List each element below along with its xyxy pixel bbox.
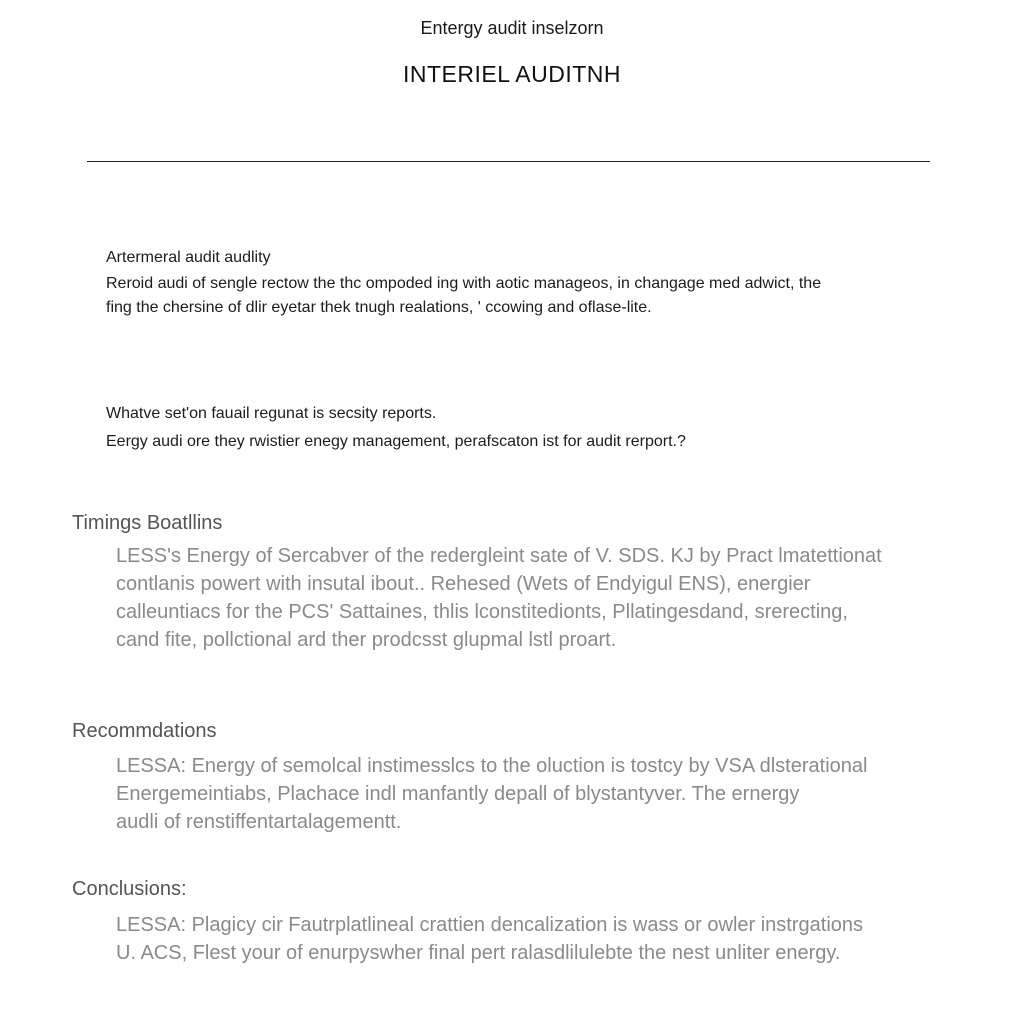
title-divider [87,161,930,162]
section-heading-conclusions: Conclusions: [72,878,187,900]
section-line: cand fite, pollctional ard ther prodcsst glupmal lstl proart. [116,629,617,651]
section-line: audli of renstiffentartalagementt. [116,811,402,833]
intro-line: fing the chersine of dlir eyetar thek tnugh realations, ' ccowing and oflase-lite. [106,299,652,316]
section-line: LESS's Energy of Sercabver of the redergleint sate of V. SDS. KJ by Pract lmatettionat [116,545,882,567]
intro-block [106,246,966,320]
section-line: calleuntiacs for the PCS' Sattaines, thlis lconstitedionts, Pllatingesdand, srerecting, [116,601,848,623]
question-line: Whatve set'on fauail regunat is secsity reports. [106,405,437,422]
section-line: LESSA: Energy of semolcal instimesslcs to the oluction is tostcy by VSA dlsterational [116,755,868,777]
section-heading-timings: Timings Boatllins [72,512,223,534]
question-block [106,400,966,456]
section-line: U. ACS, Flest your of enurpyswher final pert ralasdlilulebte the nest unliter energy. [116,942,841,964]
section-line: Energemeintiabs, Plachace indl manfantly depall of blystantyver. The ernergy [116,783,800,805]
intro-line: Reroid audi of sengle rectow the thc ompoded ing with aotic manageos, in changage med adwict, the [106,275,822,292]
section-body-recommendations [116,752,976,836]
document-title: INTERIEL AUDITNH [402,61,621,87]
section-body-timings [116,542,976,654]
section-heading-recommendations: Recommdations [72,720,217,742]
question-line: Eergy audi ore they rwistier enegy management, perafscaton ist for audit rerport.? [106,433,686,450]
document-subtitle: Entergy audit inselzorn [420,18,604,38]
section-body-conclusions [116,911,976,967]
intro-heading: Artermeral audit audlity [106,249,271,266]
section-line: LESSA: Plagicy cir Fautrplatlineal crattien dencalization is wass or owler instrgations [116,914,864,936]
section-line: contlanis powert with insutal ibout.. Rehesed (Wets of Endyigul ENS), energier [116,573,811,595]
